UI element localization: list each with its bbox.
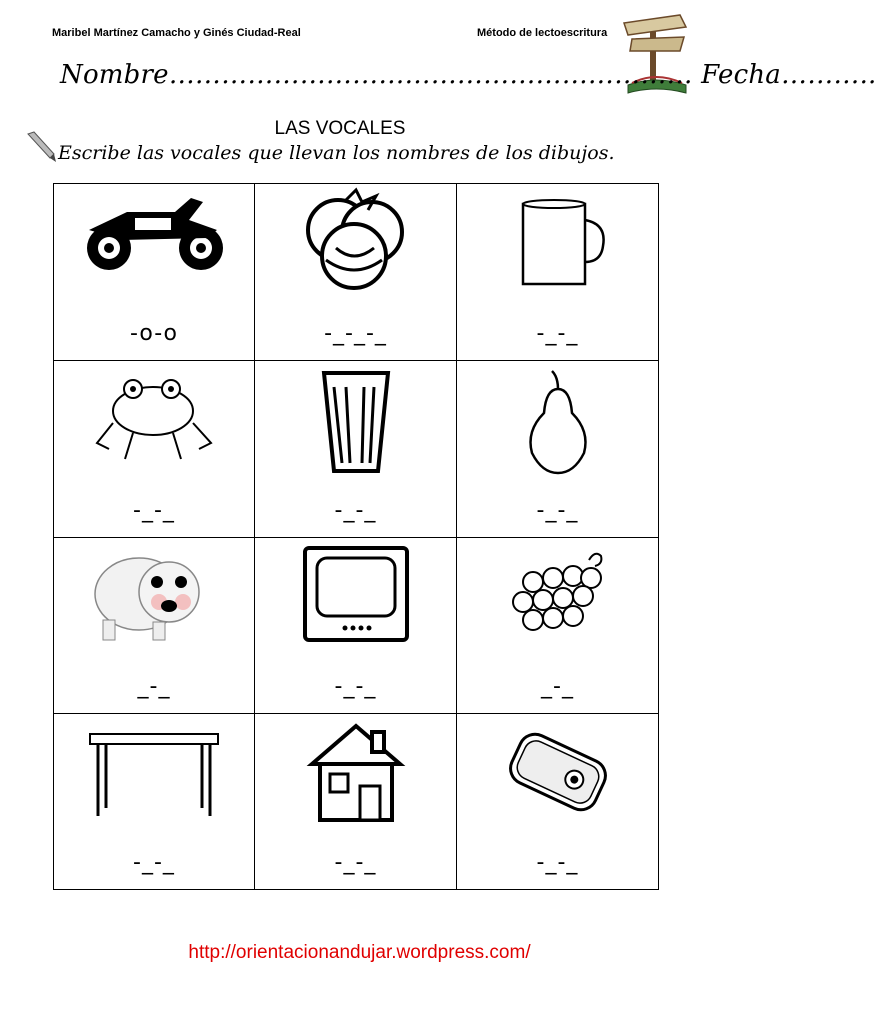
answer-blanks[interactable]: _-_ [541, 674, 574, 699]
bear-icon [89, 544, 219, 644]
header-method: Método de lectoescritura [477, 27, 608, 39]
answer-blanks[interactable]: _-_ [137, 674, 171, 699]
cell-pera [457, 361, 658, 538]
answer-blanks[interactable]: -_-_ [133, 850, 175, 875]
cell-lata [457, 714, 658, 889]
answer-blanks[interactable]: -_-_-_ [324, 321, 387, 346]
answer-blanks[interactable]: -_-_ [133, 498, 175, 523]
answer-blanks[interactable]: -_-_ [536, 850, 579, 875]
table-icon [84, 720, 224, 820]
tin-can-icon [498, 720, 618, 824]
footer-url[interactable]: http://orientacionandujar.wordpress.com/ [188, 942, 531, 963]
pencil-icon [24, 130, 58, 164]
tomato-icon [296, 190, 416, 290]
header-authors: Maribel Martínez Camacho y Ginés Ciudad-Real [52, 27, 301, 39]
mug-icon [503, 190, 613, 290]
answer-blanks[interactable]: -o-o [129, 321, 179, 346]
name-date-line: Nombre…………………………………………………… Fecha……….. [60, 60, 877, 90]
cell-oso [54, 538, 255, 714]
cell-mesa [54, 714, 255, 889]
motorcycle-icon [79, 190, 229, 280]
cell-casa [255, 714, 457, 889]
television-icon [301, 544, 411, 644]
frog-icon [89, 367, 219, 467]
instruction-text: Escribe las vocales que llevan los nombres de los dibujos. [58, 142, 615, 164]
cell-vaso [255, 361, 457, 538]
answer-blanks[interactable]: -_-_ [334, 498, 377, 523]
answer-blanks[interactable]: -_-_ [334, 674, 377, 699]
cell-rana [54, 361, 255, 538]
exercise-grid [53, 183, 659, 890]
cell-taza [457, 184, 658, 361]
glass-icon [316, 367, 396, 477]
house-icon [306, 720, 406, 824]
cell-moto [54, 184, 255, 361]
answer-blanks[interactable]: -_-_ [334, 850, 377, 875]
answer-blanks[interactable]: -_-_ [536, 321, 579, 346]
cell-tele [255, 538, 457, 714]
cell-uva [457, 538, 658, 714]
cell-tomate [255, 184, 457, 361]
page-title: LAS VOCALES [274, 118, 406, 139]
grapes-icon [503, 544, 613, 644]
pear-icon [518, 367, 598, 477]
answer-blanks[interactable]: -_-_ [536, 498, 579, 523]
